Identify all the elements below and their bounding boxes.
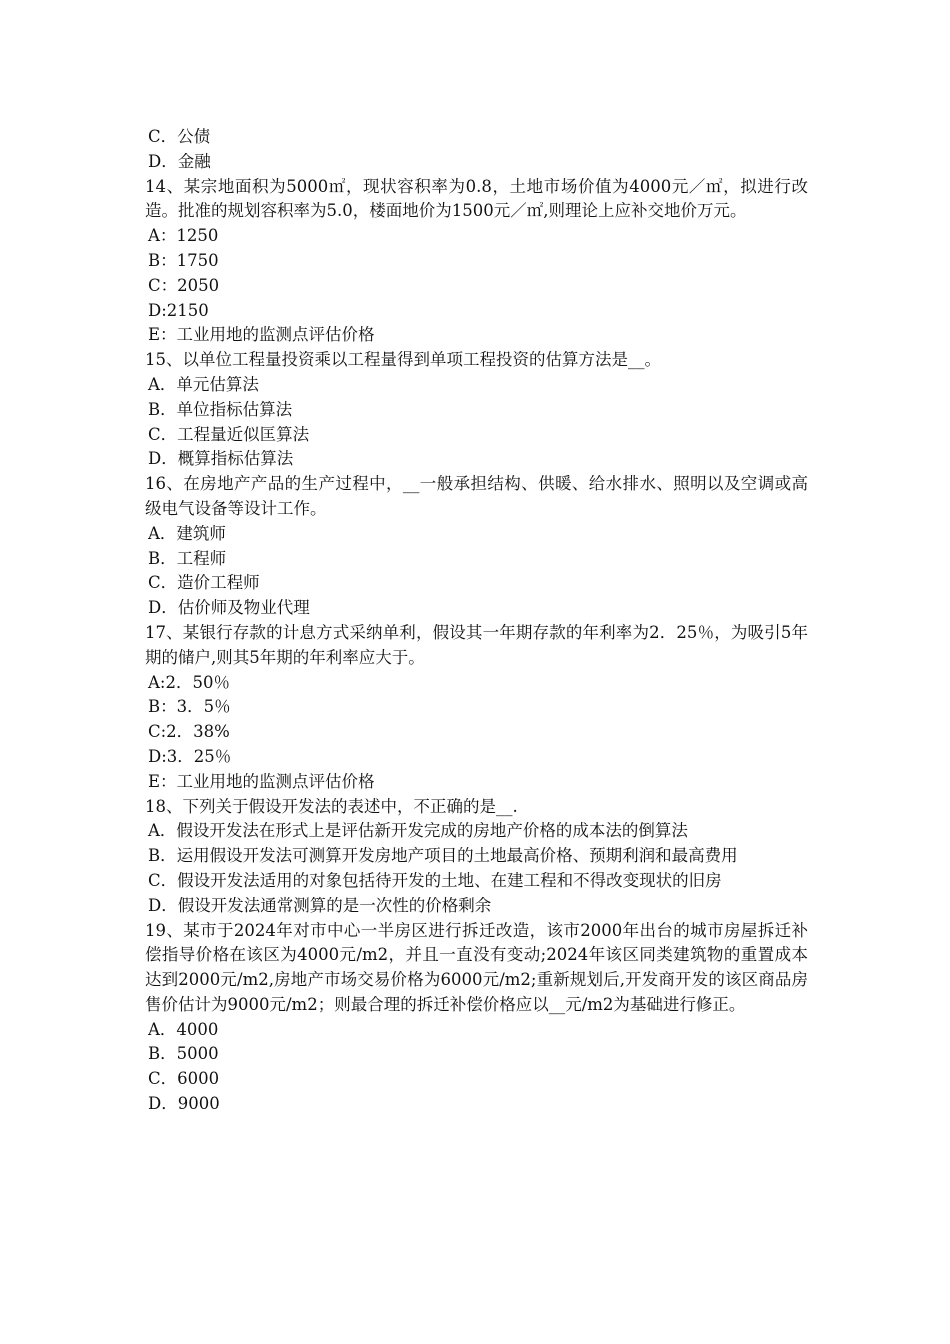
question-18-option-d: D．假设开发法通常测算的是一次性的价格剩余: [148, 895, 492, 915]
question-17-stem: 17、某银行存款的计息方式采纳单利，假设其一年期存款的年利率为2．25％，为吸引5年期的储户,则其5年期的年利率应大于。: [145, 622, 808, 667]
option-prev-c: C．公债: [148, 127, 211, 146]
question-18-option-b: B．运用假设开发法可测算开发房地产项目的土地最高价格、预期利润和最高费用: [148, 846, 738, 866]
question-19-option-c: C．6000: [148, 1069, 220, 1089]
question-15-option-d: D．概算指标估算法: [148, 449, 294, 469]
question-14-option-c: C：2050: [148, 275, 220, 295]
question-15-option-a: A．单元估算法: [148, 374, 259, 394]
option-prev-d: D．金融: [148, 151, 211, 171]
question-17-option-b: B：3．5％: [148, 697, 231, 717]
question-14-option-b: B：1750: [148, 250, 219, 270]
question-14-option-d: D:2150: [148, 300, 209, 320]
question-15-option-c: C．工程量近似匡算法: [148, 424, 310, 444]
question-17-option-a: A:2．50％: [148, 672, 230, 692]
question-14-option-a: A：1250: [148, 226, 219, 246]
question-16-stem: 16、在房地产产品的生产过程中，__一般承担结构、供暖、给水排水、照明以及空调或高级电气设备等设计工作。: [145, 474, 808, 518]
question-16-option-a: A．建筑师: [148, 523, 226, 543]
question-16-option-c: C．造价工程师: [148, 573, 260, 593]
question-17-option-d: D:3．25％: [148, 746, 232, 766]
question-14-option-e: E：工业用地的监测点评估价格: [148, 325, 375, 345]
question-16-option-d: D．估价师及物业代理: [148, 598, 310, 618]
question-16-option-b: B．工程师: [148, 548, 227, 568]
question-17-option-c: C:2．38%: [148, 722, 230, 742]
question-18-option-c: C．假设开发法适用的对象包括待开发的土地、在建工程和不得改变现状的旧房: [148, 870, 722, 890]
question-17-option-e: E：工业用地的监测点评估价格: [148, 771, 375, 791]
question-14-stem: 14、某宗地面积为5000㎡，现状容积率为0.8，土地市场价值为4000元／㎡，拟进行改造。批准的规划容积率为5.0，楼面地价为1500元／㎡,则理论上应补交地价万元。: [145, 176, 808, 221]
question-19-option-d: D．9000: [148, 1094, 220, 1114]
document-body: [145, 125, 808, 1117]
question-18-stem: 18、下列关于假设开发法的表述中，不正确的是__.: [145, 796, 518, 816]
question-19-stem: 19、某市于2024年对市中心一半房区进行拆迁改造，该市2000年出台的城市房屋拆迁补偿指导价格在该区为4000元/m2，并且一直没有变动;2024年该区同类建筑物的重置成本达到2000元/m2,房地产市场交易价格为6000元/m2;重新规划后,开发商开发的该区商品房售价估计为9000元/m2；则最合理的拆迁补偿价格应以__元/m2为基础进行修正。: [145, 920, 808, 1014]
question-19-option-b: B．5000: [148, 1044, 219, 1064]
question-15-stem: 15、以单位工程量投资乘以工程量得到单项工程投资的估算方法是__。: [145, 350, 661, 370]
question-19-option-a: A．4000: [148, 1019, 219, 1039]
question-15-option-b: B．单位指标估算法: [148, 399, 293, 419]
question-18-option-a: A．假设开发法在形式上是评估新开发完成的房地产价格的成本法的倒算法: [148, 821, 688, 841]
